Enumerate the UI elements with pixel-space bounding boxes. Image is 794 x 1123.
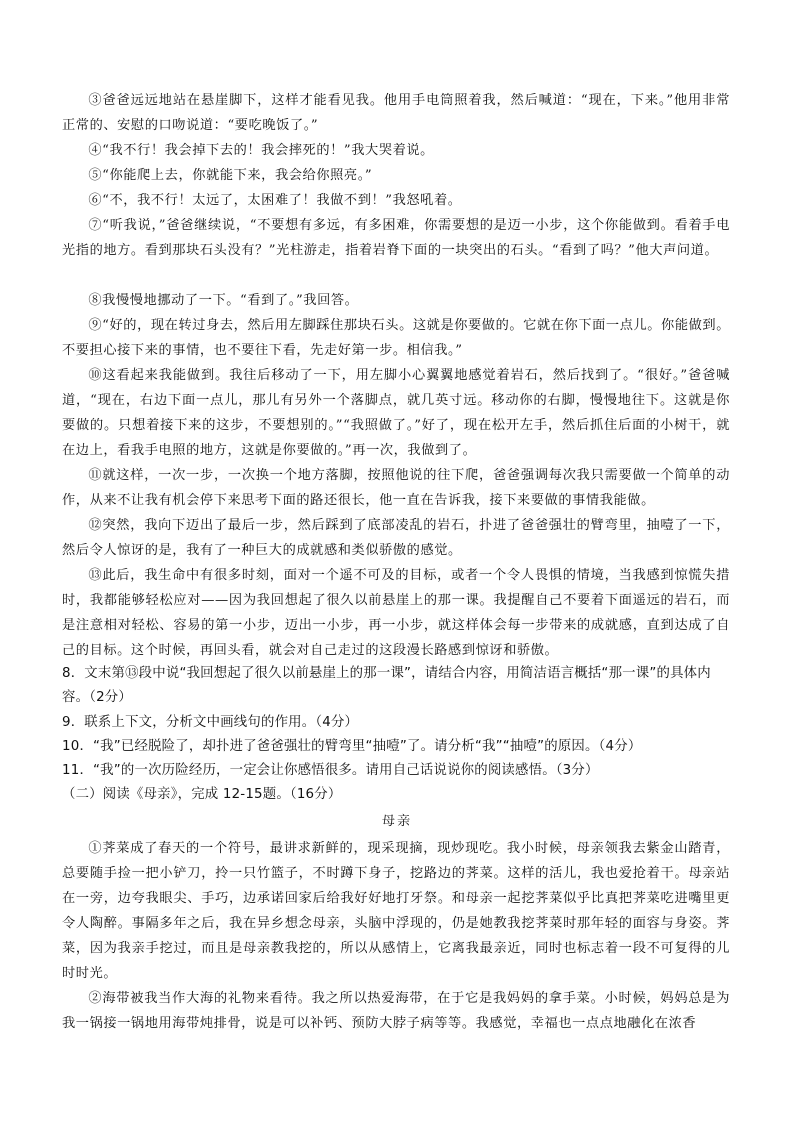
section-heading: （二）阅读《母亲》，完成 12-15题。（16分）: [62, 787, 342, 802]
story-paragraph-5: ⑤“你能爬上去，你就能下来，我会给你照亮。”: [88, 168, 373, 183]
question-10: 10．“我”已经脱险了，却扑进了爸爸强壮的臂弯里“抽噎”了。请分析“我”“抽噎”的原因。（4分）: [62, 739, 642, 754]
story-paragraph-6: ⑥“不，我不行！太远了，太困难了！我做不到！”我怒吼着。: [88, 193, 462, 208]
story-paragraph-11: ⑪就这样，一次一步，一次换一个地方落脚，按照他说的往下爬，爸爸强调每次我只需要做一个简单的动作，从来不让我有机会停下来思考下面的路还很长，他一直在告诉我，接下来要做的事情我能做。: [62, 468, 730, 508]
essay-paragraph-2: ②海带被我当作大海的礼物来看待。我之所以热爱海带，在于它是我妈妈的拿手菜。小时候，妈妈总是为我一锅接一锅地用海带炖排骨，说是可以补钙、预防大脖子病等等。我感觉，幸福也一点点地融化在浓香: [62, 991, 730, 1031]
story-paragraph-12: ⑫突然，我向下迈出了最后一步，然后踩到了底部凌乱的岩石，扑进了爸爸强壮的臂弯里，抽噎了一下，然后令人惊讶的是，我有了一种巨大的成就感和类似骄傲的感觉。: [62, 518, 730, 558]
story-paragraph-4: ④“我不行！我会掉下去的！我会摔死的！”我大哭着说。: [88, 143, 434, 158]
story-paragraph-7: ⑦“听我说，”爸爸继续说，“不要想有多远，有多困难，你需要想的是迈一小步，这个你能做到。看着手电光指的地方。看到那块石头没有？”光柱游走，指着岩脊下面的一块突出的石头。“看到了吗？”他大声问道。: [62, 218, 730, 258]
story-paragraph-10: ⑩这看起来我能做到。我往后移动了一下，用左脚小心翼翼地感觉着岩石，然后找到了。“很好。”爸爸喊道，“现在，右边下面一点儿，那儿有另外一个落脚点，就几英寸远。移动你的右脚，慢慢地往下。这就是你要做的。只想着接下来的这步，不要想别的。”“我照做了。”好了，现在松开左手，然后抓住后面的小树干，就在边上，看我手电照的地方，这就是你要做的。”再一次，我做到了。: [62, 368, 730, 458]
question-8: 8．文末第⑬段中说“我回想起了很久以前悬崖上的那一课”，请结合内容，用简洁语言概括“那一课”的具体内容。（2分）: [62, 666, 711, 705]
essay-paragraph-1: ①荠菜成了春天的一个符号，最讲求新鲜的，现采现摘，现炒现吃。我小时候，母亲领我去紫金山踏青，总要随手捡一把小铲刀，拎一只竹篮子，不时蹲下身子，挖路边的荠菜。这样的活儿，我也爱抢着干。母亲站在一旁，边夸我眼尖、手巧，边承诺回家后给我好好地打牙祭。和母亲一起挖荠菜似乎比真把荠菜吃进嘴里更令人陶醉。事隔多年之后，我在异乡想念母亲，头脑中浮现的，仍是她教我挖荠菜时那年轻的面容与身姿。荠菜，因为我亲手挖过，而且是母亲教我挖的，所以从感情上，它离我最亲近，同时也标志着一段不可复得的儿时时光。: [62, 841, 730, 981]
story-paragraph-13: ⑬此后，我生命中有很多时刻，面对一个遥不可及的目标，或者一个令人畏惧的情境，当我感到惊慌失措时，我都能够轻松应对——因为我回想起了很久以前悬崖上的那一课。我提醒自己不要着下面遥远的岩石，而是注意相对轻松、容易的第一小步，迈出一小步，再一小步，就这样体会每一步带来的成就感，直到达成了自己的目标。这个时候，再回头看，就会对自己走过的这段漫长路感到惊讶和骄傲。: [62, 568, 730, 658]
story-paragraph-3: ③爸爸远远地站在悬崖脚下，这样才能看见我。他用手电筒照着我，然后喊道：“现在，下来。”他用非常正常的、安慰的口吻说道：“要吃晚饭了。”: [62, 93, 730, 133]
question-9: 9．联系上下文，分析文中画线句的作用。（4分）: [62, 715, 359, 730]
essay-title: 母亲: [381, 814, 413, 829]
story-paragraph-9: ⑨“好的，现在转过身去，然后用左脚踩住那块石头。这就是你要做的。它就在你下面一点儿。你能做到。不要担心接下来的事情，也不要往下看，先走好第一步。相信我。”: [62, 318, 730, 358]
story-paragraph-8: ⑧我慢慢地挪动了一下。“看到了。”我回答。: [88, 293, 359, 308]
question-11: 11．“我”的一次历险经历，一定会让你感悟很多。请用自己话说说你的阅读感悟。（3分）: [62, 763, 599, 778]
